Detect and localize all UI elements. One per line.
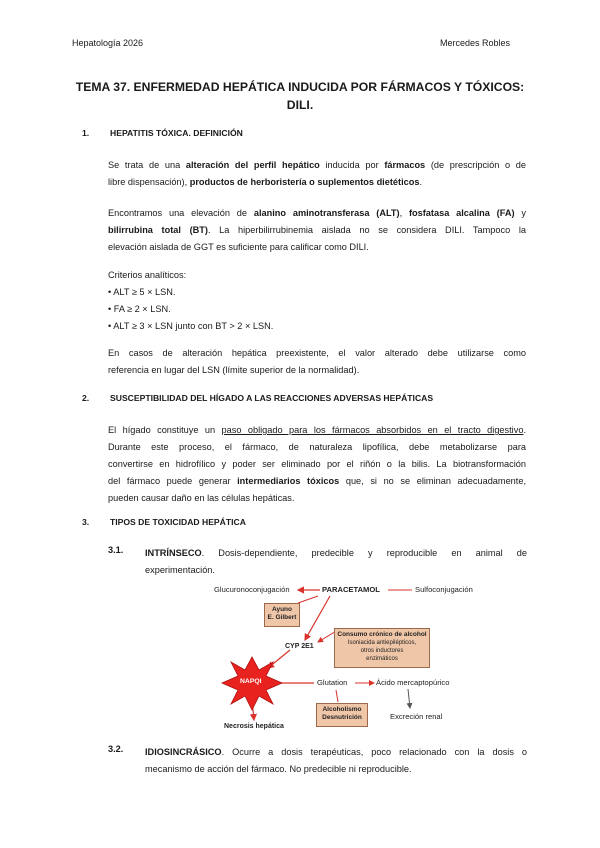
text-bold: IDIOSINCRÁSICO (145, 747, 222, 757)
text-bold: bilirrubina total (BT) (108, 225, 208, 235)
text-line: pueden causar daño en las células hepáticas. (108, 493, 295, 503)
sulfo-label: Sulfoconjugación (415, 585, 473, 594)
section-number: 2. (82, 393, 90, 403)
criteria-item: • FA ≥ 2 × LSN. (108, 304, 171, 314)
title-line-1: TEMA 37. ENFERMEDAD HEPÁTICA INDUCIDA POR FÁRMACOS Y TÓXICOS: (75, 80, 525, 94)
glucuro-label: Glucuronoconjugación (214, 585, 290, 594)
alcohol-line-3: otros inductores (360, 648, 404, 654)
alcoholismo-line-1: Alcoholismo (322, 706, 362, 713)
cyp-label: CYP 2E1 (285, 643, 314, 650)
text-line: En casos de alteración hepática preexistente, el valor alterado debe utilizarse como (108, 348, 526, 358)
text: Se trata de una (108, 160, 186, 170)
text: . Dosis-dependiente, predecible y reproducible en animal de (201, 548, 527, 558)
text: del fármaco puede generar (108, 476, 238, 486)
text: libre dispensación), (108, 177, 190, 187)
text: Encontramos una elevación de (108, 208, 254, 218)
acido-label: Ácido mercaptopúrico (376, 678, 450, 687)
alcoholismo-line-2: Desnutrición (322, 714, 362, 721)
text-line: elevación aislada de GGT es suficiente para calificar como DILI. (108, 242, 369, 252)
section-number: 1. (82, 128, 90, 138)
alcohol-line-2: Isoniacida antiepilépticos, (347, 640, 417, 646)
text: que, si no se eliminan adecuadamente, (339, 476, 527, 486)
text-line: Durante este proceso, el fármaco, de naturaleza lipofílica, debe metabolizarse para (108, 442, 526, 452)
text-line: convertirse en hidrofílico y poder ser eliminado por el riñón o la bilis. La biotransformación (108, 459, 526, 469)
text-bold: INTRÍNSECO (145, 548, 202, 558)
text: . Ocurre a dosis terapéuticas, poco relacionado con la dosis o (221, 747, 527, 757)
ayuno-line-2: E. Gilbert (267, 614, 297, 621)
text-line: mecanismo de acción del fármaco. No predecible ni reproducible. (145, 764, 412, 774)
criteria-title: Criterios analíticos: (108, 270, 187, 280)
text: (de prescripción o de (425, 160, 526, 170)
necrosis-label: Necrosis hepática (224, 723, 284, 730)
line-ayuno (298, 596, 318, 603)
text-line: experimentación. (145, 565, 215, 575)
text-bold: fosfatasa alcalina (FA) (408, 208, 515, 218)
header-left: Hepatología 2026 (72, 38, 144, 48)
text-bold: alteración del perfil hepático (185, 160, 320, 170)
excrecion-label: Excreción renal (390, 712, 443, 721)
alcohol-box (334, 628, 430, 668)
text: El hígado constituye un (108, 425, 222, 435)
subsection-number: 3.1. (108, 545, 124, 555)
ayuno-box (264, 603, 300, 627)
text-bold: fármacos (384, 160, 426, 170)
text-line: El hígado constituye un paso obligado para los fármacos absorbidos en el tracto digestivo. (108, 425, 526, 435)
glutation-label: Glutation (317, 678, 348, 687)
section-title: TIPOS DE TOXICIDAD HEPÁTICA (110, 517, 246, 527)
section-title: HEPATITIS TÓXICA. DEFINICIÓN (110, 128, 243, 138)
text-line (145, 744, 527, 761)
criteria-item: • ALT ≥ 3 × LSN junto con BT > 2 × LSN. (108, 321, 274, 331)
alcoholismo-box (316, 703, 368, 727)
alcohol-line-1: Consumo crónico de alcohol (337, 631, 427, 638)
subsection-3-2-number (108, 744, 145, 754)
subsection-number: 3.2. (108, 744, 124, 754)
text-underlined: paso obligado para los fármacos absorbidos en el tracto digestivo (221, 425, 524, 435)
section-title: SUSCEPTIBILIDAD DEL HÍGADO A LAS REACCIONES ADVERSAS HEPÁTICAS (110, 393, 434, 403)
ayuno-line-1: Ayuno (272, 606, 292, 613)
text: y (514, 208, 526, 218)
text-bold: productos de herboristería o suplementos dietéticos (189, 177, 420, 187)
line-alcoholismo (336, 690, 338, 702)
text: . (419, 177, 423, 187)
text: inducida por (319, 160, 385, 170)
header-right: Mercedes Robles (439, 38, 510, 48)
text-bold: intermediarios tóxicos (237, 476, 340, 486)
criteria-item: • ALT ≥ 5 × LSN. (108, 287, 176, 297)
text: , (399, 208, 409, 218)
alcohol-line-4: enzimáticos (366, 656, 398, 662)
arrow-to-cyp (305, 596, 330, 640)
text-line: referencia en lugar del LSN (límite superior de la normalidad). (108, 365, 360, 375)
paracetamol-label: PARACETAMOL (322, 585, 380, 594)
napqi-label: NAPQI (240, 678, 262, 685)
text: . La hiperbilirrubinemia aislada no se considera DILI. Tampoco la (207, 225, 526, 235)
text-bold: alanino aminotransferasa (ALT) (253, 208, 400, 218)
subsection-3-2-text (145, 744, 527, 778)
title-line-2: DILI. (286, 98, 314, 112)
section-number: 3. (82, 517, 90, 527)
arrow-to-excrecion (408, 689, 410, 708)
